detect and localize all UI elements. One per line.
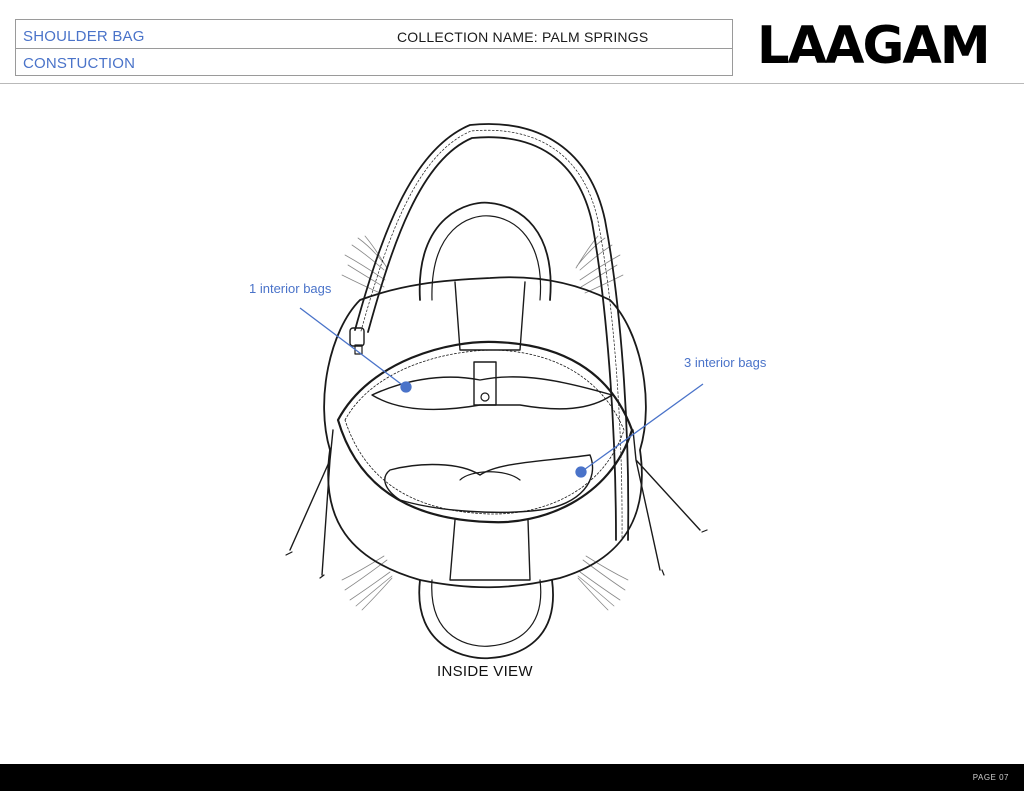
callout-label-1: 1 interior bags: [249, 281, 332, 296]
fringe-bottom-left: [342, 556, 392, 610]
zipper-opening: [338, 342, 632, 522]
brand-logo: LAAGAM: [757, 16, 989, 76]
view-caption: INSIDE VIEW: [437, 663, 533, 680]
zipper-pull-right: [633, 430, 700, 570]
callout-marker-2: [576, 467, 586, 477]
footer-bar: [0, 764, 1024, 791]
page-number: PAGE 07: [972, 773, 1009, 782]
callout-marker-1: [401, 382, 411, 392]
bag-inside-view-drawing: [270, 110, 750, 670]
collection-name: COLLECTION NAME: PALM SPRINGS: [397, 29, 649, 45]
header-row-bottom: [16, 48, 732, 76]
closure-tab: [474, 362, 496, 405]
header-box: [15, 19, 733, 76]
zipper-pull-left: [290, 430, 333, 575]
shoulder-strap: [355, 124, 628, 540]
header-divider: [0, 83, 1024, 84]
fringe-top-left: [342, 236, 387, 293]
section-label: CONSTUCTION: [23, 55, 136, 72]
callout-line-2: [581, 384, 703, 472]
fringe-bottom-right: [578, 556, 628, 610]
snap-button: [481, 393, 489, 401]
interior-pocket-bottom: [385, 455, 593, 512]
header-row-top: [16, 20, 732, 49]
strap-clasp: [350, 328, 364, 346]
product-type-label: SHOULDER BAG: [23, 28, 145, 45]
callout-line-1: [300, 308, 405, 387]
bag-body-outline: [324, 277, 646, 587]
callout-label-2: 3 interior bags: [684, 355, 767, 370]
